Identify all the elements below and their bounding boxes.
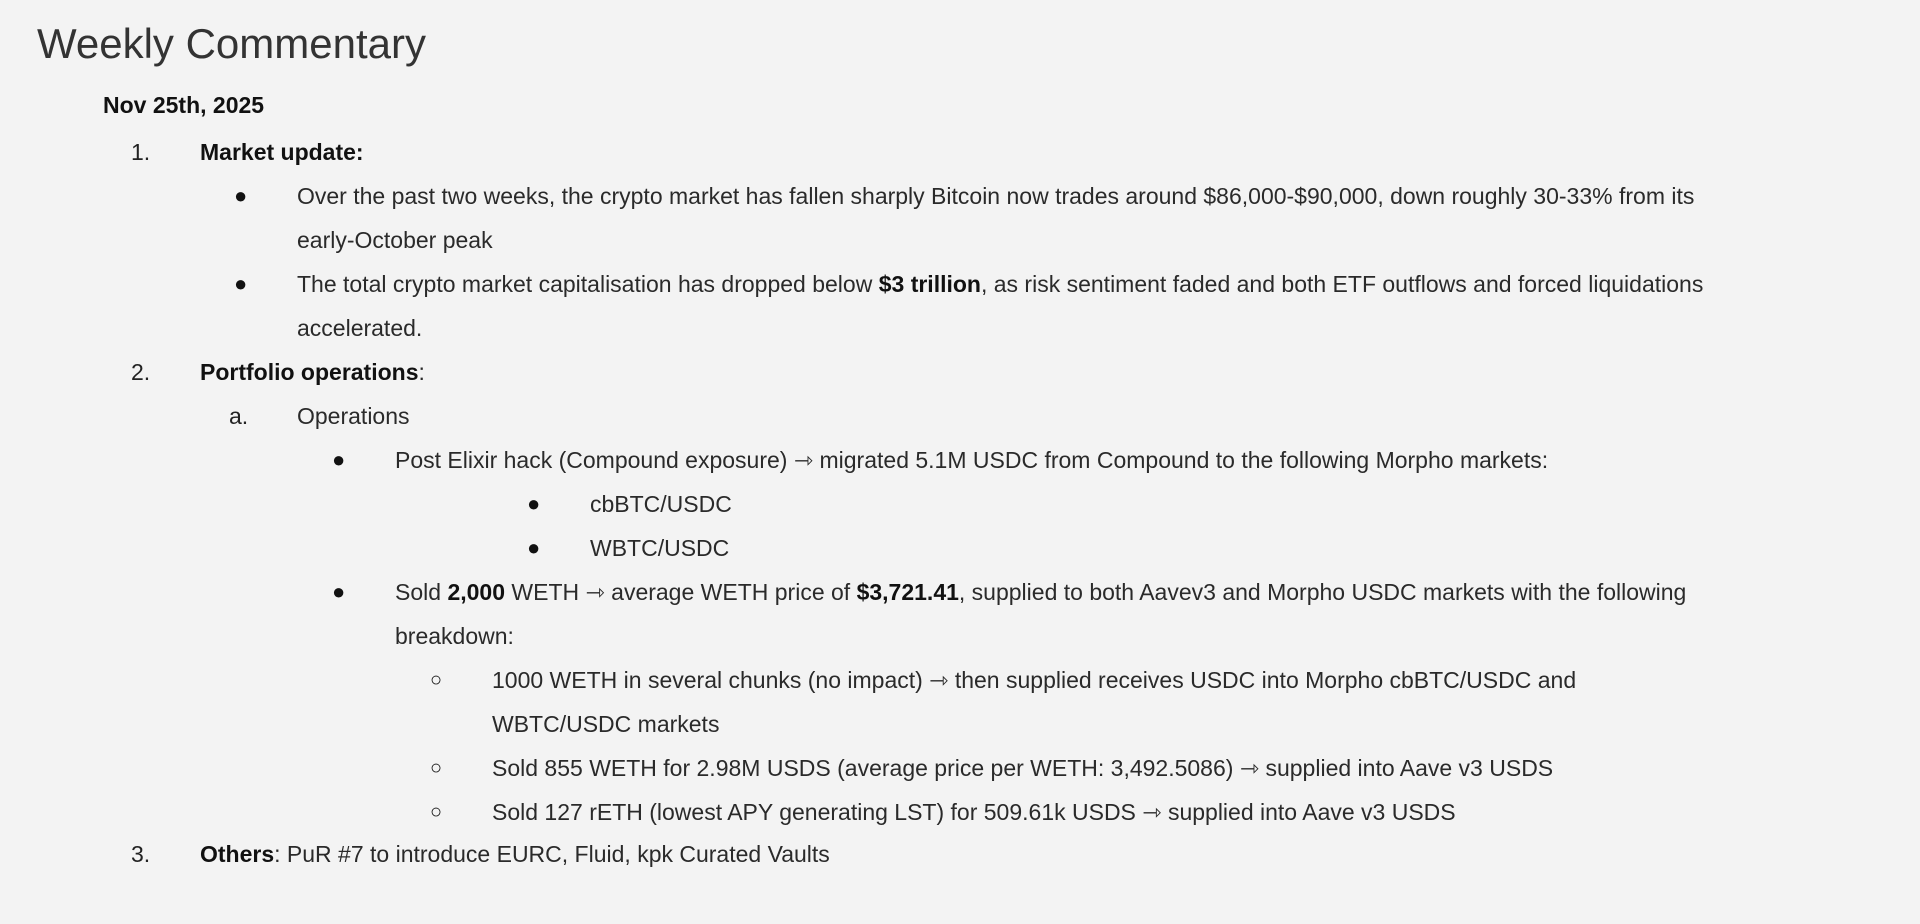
list-number-1: 1. xyxy=(131,139,151,165)
bullet-icon: ● xyxy=(332,447,346,472)
breakdown-item-1-line-2: WBTC/USDC markets xyxy=(492,711,720,737)
page-title: Weekly Commentary xyxy=(37,20,426,67)
list-number-3: 3. xyxy=(131,841,151,867)
portfolio-operations-heading: Portfolio operations xyxy=(200,359,419,385)
operations-subheading: Operations xyxy=(297,403,410,429)
bullet-icon: ● xyxy=(527,535,541,560)
breakdown-item-1-line-1: 1000 WETH in several chunks (no impact) ⇾ then supplied receives USDC into Morpho cbBTC/USDC and xyxy=(492,667,1577,693)
bullet-icon: ● xyxy=(527,491,541,516)
breakdown-item-3: Sold 127 rETH (lowest APY generating LST) for 509.61k USDS ⇾ supplied into Aave v3 USDS xyxy=(492,799,1456,825)
list-number-2: 2. xyxy=(131,359,151,385)
average-weth-price: $3,721.41 xyxy=(856,579,959,605)
bullet-icon: ● xyxy=(234,271,248,296)
market-item-wbtc-usdc: WBTC/USDC xyxy=(590,535,730,561)
market-update-bullet-1-line-2: early-October peak xyxy=(297,227,493,253)
others-text: : PuR #7 to introduce EURC, Fluid, kpk Curated Vaults xyxy=(274,841,830,867)
item-2-text-post: , supplied to both Aavev3 and Morpho USDC markets with the following xyxy=(958,579,1687,605)
market-update-bullet-2-line-1 xyxy=(297,262,1703,306)
market-update-bullet-1-line-1: Over the past two weeks, the crypto market has fallen sharply Bitcoin now trades around $86,000-$90,000, down roughly 30-33% from its xyxy=(297,183,1695,209)
others-line xyxy=(200,832,830,876)
heading-colon: : xyxy=(418,359,425,385)
operations-item-2-line-1 xyxy=(395,570,1686,614)
bullet-icon: ● xyxy=(332,579,346,604)
list-letter-a: a. xyxy=(229,403,249,429)
section-heading-market-update xyxy=(200,130,364,174)
operations-item-2-line-2: breakdown: xyxy=(395,623,514,649)
breakdown-item-2: Sold 855 WETH for 2.98M USDS (average price per WETH: 3,492.5086) ⇾ supplied into Aave v3 USDS xyxy=(492,755,1554,781)
market-cap-value: $3 trillion xyxy=(878,271,981,297)
bullet-2-text-pre: The total crypto market capitalisation has dropped below xyxy=(297,271,879,297)
others-heading: Others xyxy=(200,841,275,867)
bullet-2-text-post: , as risk sentiment faded and both ETF outflows and forced liquidations xyxy=(980,271,1704,297)
hollow-bullet-icon: ○ xyxy=(430,801,443,823)
date-heading: Nov 25th, 2025 xyxy=(103,92,265,118)
operations-item-1: Post Elixir hack (Compound exposure) ⇾ migrated 5.1M USDC from Compound to the following Morpho markets: xyxy=(395,447,1549,473)
hollow-bullet-icon: ○ xyxy=(430,669,443,691)
weth-sold-amount: 2,000 xyxy=(447,579,505,605)
item-2-text-mid: WETH ⇾ average WETH price of xyxy=(505,579,857,605)
market-item-cbbtc-usdc: cbBTC/USDC xyxy=(590,491,732,517)
bullet-icon: ● xyxy=(234,183,248,208)
item-2-text-pre: Sold xyxy=(395,579,448,605)
hollow-bullet-icon: ○ xyxy=(430,757,443,779)
section-heading-portfolio-operations xyxy=(200,350,425,394)
market-update-bullet-2-line-2: accelerated. xyxy=(297,315,423,341)
market-update-heading: Market update: xyxy=(200,139,364,165)
